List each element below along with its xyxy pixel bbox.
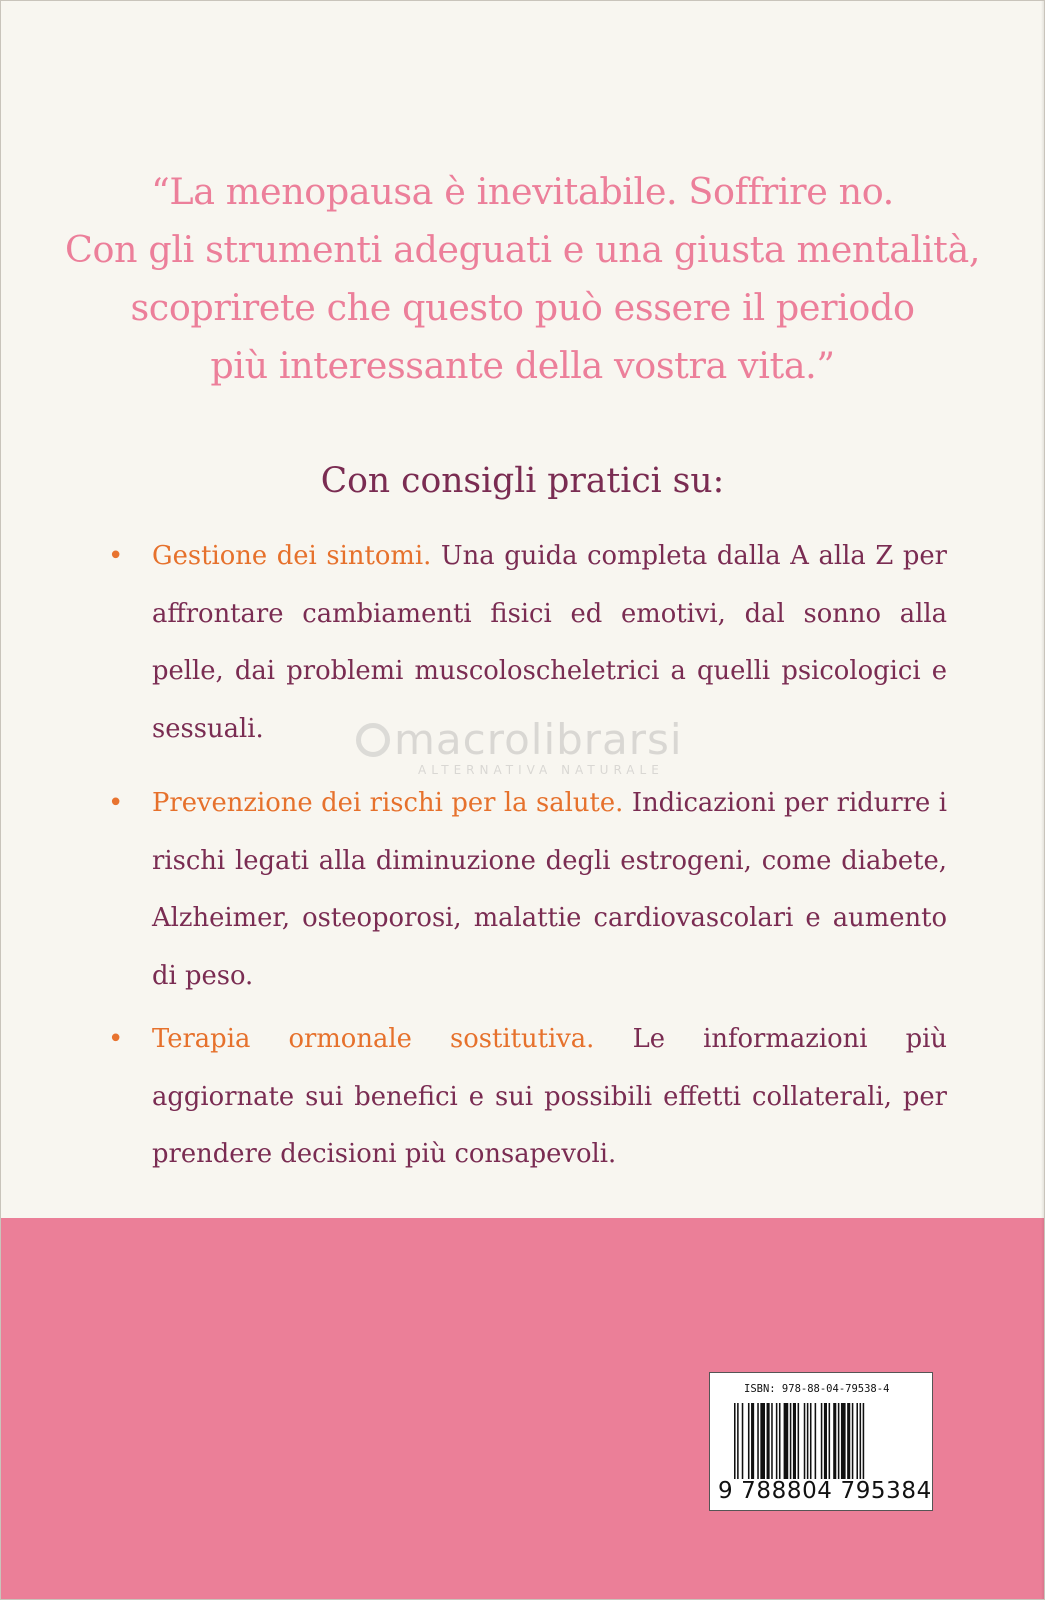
quote-line: “La menopausa è inevitabile. Soffrire no. bbox=[151, 170, 894, 213]
bullet-item bbox=[108, 528, 947, 758]
bullet-item bbox=[108, 775, 947, 1005]
bullet-dot-icon: • bbox=[108, 1024, 124, 1054]
quote-line: più interessante della vostra vita.” bbox=[210, 344, 835, 387]
watermark-name: macrolibrarsi bbox=[394, 715, 683, 764]
watermark-tagline: ALTERNATIVA NATURALE bbox=[418, 763, 664, 777]
ean-digits: 9 788804 795384 bbox=[718, 1478, 932, 1504]
bullet-text: Indicazioni per ridurre i rischi legati alla diminuzione degli estrogeni, come diabete, Alzheimer, osteoporosi, malattie cardiovascolari e aumento di peso. bbox=[152, 788, 947, 991]
quote-line: Con gli strumenti adeguati e una giusta mentalità, bbox=[64, 228, 981, 271]
bullet-text: Una guida completa dalla A alla Z per affrontare cambiamenti fisici ed emotivi, dal sonno alla pelle, dai problemi muscoloscheletrici a quelli psicologici e sessuali. bbox=[152, 541, 947, 744]
bullet-dot-icon: • bbox=[108, 541, 124, 571]
quote-line: scoprirete che questo può essere il periodo bbox=[130, 286, 915, 329]
isbn-number: ISBN: 978-88-04-79538-4 bbox=[744, 1383, 890, 1395]
bullet-heading: Gestione dei sintomi. bbox=[152, 541, 432, 571]
bullet-item bbox=[108, 1011, 948, 1184]
cover-quote bbox=[41, 163, 1004, 395]
barcode-label bbox=[709, 1372, 933, 1511]
bullet-dot-icon: • bbox=[108, 788, 124, 818]
barcode-icon bbox=[734, 1403, 924, 1479]
bullet-text: Le informazioni più aggiornate sui benefici e sui possibili effetti collaterali, per prendere decisioni più consapevoli. bbox=[152, 1024, 948, 1169]
advice-heading: Con consigli pratici su: bbox=[320, 461, 725, 501]
bullet-heading: Prevenzione dei rischi per la salute. bbox=[152, 788, 624, 818]
bullet-heading: Terapia ormonale sostitutiva. bbox=[152, 1024, 595, 1054]
